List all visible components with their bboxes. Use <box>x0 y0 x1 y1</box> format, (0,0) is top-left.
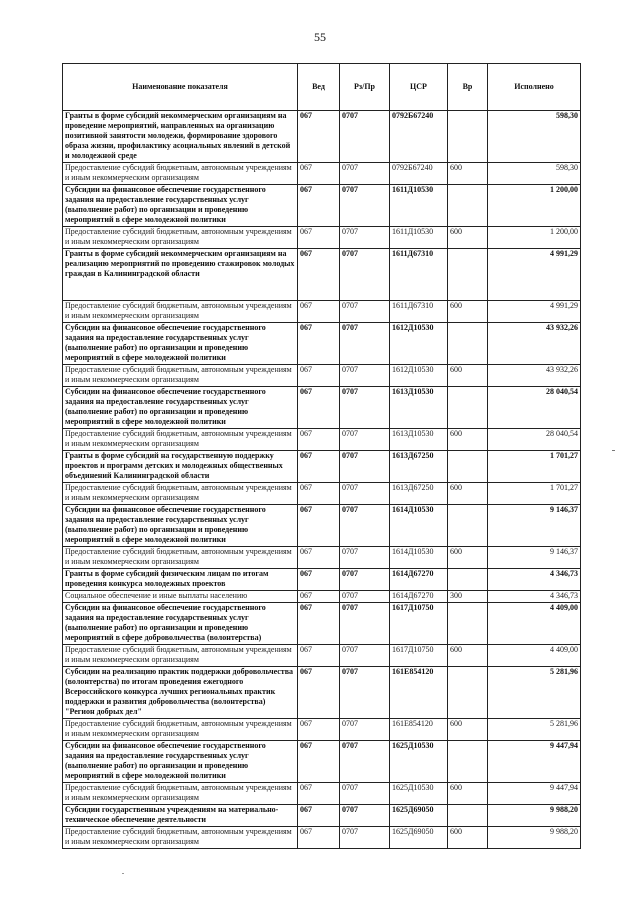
row-section: 0707 <box>340 249 390 301</box>
row-executed: 4 346,73 <box>488 569 581 591</box>
row-executed: 28 040,54 <box>488 429 581 451</box>
row-target-article: 1614Д10530 <box>390 547 448 569</box>
row-department: 067 <box>298 719 340 741</box>
table-row <box>63 741 581 783</box>
row-target-article: 1625Д10530 <box>390 741 448 783</box>
header-section: Рз/Пр <box>340 64 390 111</box>
row-indicator-name: Предоставление субсидий бюджетным, автономным учреждениям и иным некоммерческим организациям <box>63 645 298 667</box>
row-expense-type: 600 <box>448 719 488 741</box>
row-section: 0707 <box>340 185 390 227</box>
row-executed: 4 346,73 <box>488 591 581 603</box>
row-expense-type <box>448 741 488 783</box>
table-row <box>63 163 581 185</box>
row-section: 0707 <box>340 591 390 603</box>
row-target-article: 1611Д10530 <box>390 185 448 227</box>
row-target-article: 1614Д67270 <box>390 591 448 603</box>
row-department: 067 <box>298 591 340 603</box>
row-indicator-name: Субсидии государственным учреждениям на материально-техническое обеспечение деятельности <box>63 805 298 827</box>
row-executed: 43 932,26 <box>488 323 581 365</box>
row-department: 067 <box>298 227 340 249</box>
row-expense-type <box>448 387 488 429</box>
table-row <box>63 667 581 719</box>
row-department: 067 <box>298 301 340 323</box>
row-indicator-name: Предоставление субсидий бюджетным, автономным учреждениям и иным некоммерческим организациям <box>63 227 298 249</box>
row-expense-type <box>448 249 488 301</box>
row-expense-type: 600 <box>448 227 488 249</box>
row-indicator-name: Гранты в форме субсидий некоммерческим организациям на реализацию мероприятий по проведению стажировок молодых граждан в Калининградской области <box>63 249 298 301</box>
row-expense-type <box>448 323 488 365</box>
table-row <box>63 451 581 483</box>
row-executed: 28 040,54 <box>488 387 581 429</box>
row-expense-type: 600 <box>448 301 488 323</box>
row-executed: 9 447,94 <box>488 783 581 805</box>
row-department: 067 <box>298 645 340 667</box>
row-section: 0707 <box>340 451 390 483</box>
row-executed: 9 146,37 <box>488 547 581 569</box>
table-header-row <box>63 64 581 111</box>
row-department: 067 <box>298 827 340 849</box>
row-indicator-name: Гранты в форме субсидий на государственную поддержку проектов и программ детских и молодежных общественных объединений Калининградской области <box>63 451 298 483</box>
row-department: 067 <box>298 111 340 163</box>
row-indicator-name: Предоставление субсидий бюджетным, автономным учреждениям и иным некоммерческим организациям <box>63 719 298 741</box>
row-department: 067 <box>298 667 340 719</box>
row-executed: 598,30 <box>488 163 581 185</box>
row-target-article: 1614Д67270 <box>390 569 448 591</box>
row-section: 0707 <box>340 741 390 783</box>
row-section: 0707 <box>340 365 390 387</box>
row-expense-type <box>448 111 488 163</box>
row-executed: 9 146,37 <box>488 505 581 547</box>
row-executed: 4 409,00 <box>488 645 581 667</box>
row-section: 0707 <box>340 805 390 827</box>
row-indicator-name: Гранты в форме субсидий физическим лицам по итогам проведения конкурса молодежных проектов <box>63 569 298 591</box>
table-row <box>63 387 581 429</box>
row-department: 067 <box>298 483 340 505</box>
row-indicator-name: Предоставление субсидий бюджетным, автономным учреждениям и иным некоммерческим организациям <box>63 547 298 569</box>
header-executed: Исполнено <box>488 64 581 111</box>
row-indicator-name: Предоставление субсидий бюджетным, автономным учреждениям и иным некоммерческим организациям <box>63 483 298 505</box>
row-expense-type <box>448 805 488 827</box>
row-department: 067 <box>298 783 340 805</box>
row-section: 0707 <box>340 667 390 719</box>
row-target-article: 1611Д67310 <box>390 301 448 323</box>
row-expense-type: 600 <box>448 783 488 805</box>
row-section: 0707 <box>340 301 390 323</box>
row-target-article: 1613Д10530 <box>390 387 448 429</box>
row-indicator-name: Предоставление субсидий бюджетным, автономным учреждениям и иным некоммерческим организациям <box>63 783 298 805</box>
table-row <box>63 505 581 547</box>
row-indicator-name: Субсидии на реализацию практик поддержки добровольчества (волонтерства) по итогам проведения ежегодного Всероссийского конкурса лучших региональных практик поддержки и развития добровольчества (волонтерства) "Регион добрых дел" <box>63 667 298 719</box>
row-expense-type: 600 <box>448 827 488 849</box>
row-expense-type <box>448 569 488 591</box>
row-target-article: 1614Д10530 <box>390 505 448 547</box>
row-executed: 1 200,00 <box>488 185 581 227</box>
header-target-article: ЦСР <box>390 64 448 111</box>
row-department: 067 <box>298 569 340 591</box>
row-section: 0707 <box>340 227 390 249</box>
row-department: 067 <box>298 741 340 783</box>
row-target-article: 1611Д67310 <box>390 249 448 301</box>
row-target-article: 0792Б67240 <box>390 111 448 163</box>
table-row <box>63 323 581 365</box>
table-row <box>63 483 581 505</box>
table-row <box>63 645 581 667</box>
row-expense-type: 600 <box>448 547 488 569</box>
row-executed: 4 409,00 <box>488 603 581 645</box>
row-target-article: 0792Б67240 <box>390 163 448 185</box>
table-row <box>63 719 581 741</box>
row-section: 0707 <box>340 645 390 667</box>
row-expense-type <box>448 603 488 645</box>
row-target-article: 161E854120 <box>390 667 448 719</box>
row-department: 067 <box>298 365 340 387</box>
row-section: 0707 <box>340 827 390 849</box>
row-section: 0707 <box>340 603 390 645</box>
row-executed: 5 281,96 <box>488 667 581 719</box>
row-expense-type: 300 <box>448 591 488 603</box>
row-target-article: 1612Д10530 <box>390 365 448 387</box>
row-executed: 1 200,00 <box>488 227 581 249</box>
row-indicator-name: Субсидии на финансовое обеспечение государственного задания на предоставление государственных услуг (выполнение работ) по организации и проведению мероприятий в сфере молодежной политики <box>63 185 298 227</box>
row-department: 067 <box>298 185 340 227</box>
row-target-article: 1613Д67250 <box>390 451 448 483</box>
row-section: 0707 <box>340 163 390 185</box>
row-indicator-name: Субсидии на финансовое обеспечение государственного задания на предоставление государственных услуг (выполнение работ) по организации и проведению мероприятий в сфере молодежной политики <box>63 505 298 547</box>
row-executed: 4 991,29 <box>488 249 581 301</box>
row-target-article: 161E854120 <box>390 719 448 741</box>
table-row <box>63 569 581 591</box>
table-row <box>63 429 581 451</box>
row-executed: 43 932,26 <box>488 365 581 387</box>
row-section: 0707 <box>340 387 390 429</box>
row-department: 067 <box>298 805 340 827</box>
row-expense-type: 600 <box>448 645 488 667</box>
table-row <box>63 591 581 603</box>
row-target-article: 1625Д69050 <box>390 805 448 827</box>
scan-speck <box>122 873 124 874</box>
table-row <box>63 185 581 227</box>
row-executed: 9 988,20 <box>488 827 581 849</box>
budget-execution-table <box>62 63 581 849</box>
table-row <box>63 249 581 301</box>
table-row <box>63 783 581 805</box>
row-expense-type: 600 <box>448 163 488 185</box>
row-section: 0707 <box>340 783 390 805</box>
table-row <box>63 547 581 569</box>
row-indicator-name: Социальное обеспечение и иные выплаты населению <box>63 591 298 603</box>
row-department: 067 <box>298 323 340 365</box>
row-executed: 598,30 <box>488 111 581 163</box>
header-indicator-name: Наименование показателя <box>63 64 298 111</box>
table-row <box>63 805 581 827</box>
row-indicator-name: Субсидии на финансовое обеспечение государственного задания на предоставление государственных услуг (выполнение работ) по организации и проведению мероприятий в сфере молодежной политики <box>63 741 298 783</box>
page-number: 55 <box>314 30 326 44</box>
row-target-article: 1613Д67250 <box>390 483 448 505</box>
table-row <box>63 365 581 387</box>
header-expense-type: Вр <box>448 64 488 111</box>
table-row <box>63 227 581 249</box>
row-executed: 4 991,29 <box>488 301 581 323</box>
row-section: 0707 <box>340 111 390 163</box>
row-executed: 5 281,96 <box>488 719 581 741</box>
row-expense-type <box>448 505 488 547</box>
row-expense-type <box>448 185 488 227</box>
row-executed: 9 988,20 <box>488 805 581 827</box>
row-indicator-name: Предоставление субсидий бюджетным, автономным учреждениям и иным некоммерческим организациям <box>63 827 298 849</box>
table-row <box>63 111 581 163</box>
row-indicator-name: Субсидии на финансовое обеспечение государственного задания на предоставление государственных услуг (выполнение работ) по организации и проведению мероприятий в сфере молодежной политики <box>63 387 298 429</box>
row-department: 067 <box>298 603 340 645</box>
row-section: 0707 <box>340 547 390 569</box>
row-target-article: 1611Д10530 <box>390 227 448 249</box>
table-row <box>63 827 581 849</box>
row-target-article: 1625Д10530 <box>390 783 448 805</box>
row-expense-type <box>448 667 488 719</box>
table-row <box>63 301 581 323</box>
row-executed: 9 447,94 <box>488 741 581 783</box>
row-expense-type: 600 <box>448 429 488 451</box>
row-indicator-name: Предоставление субсидий бюджетным, автономным учреждениям и иным некоммерческим организациям <box>63 163 298 185</box>
row-executed: 1 701,27 <box>488 451 581 483</box>
row-section: 0707 <box>340 505 390 547</box>
row-section: 0707 <box>340 429 390 451</box>
row-section: 0707 <box>340 323 390 365</box>
row-target-article: 1625Д69050 <box>390 827 448 849</box>
row-department: 067 <box>298 429 340 451</box>
row-target-article: 1612Д10530 <box>390 323 448 365</box>
row-indicator-name: Субсидии на финансовое обеспечение государственного задания на предоставление государственных услуг (выполнение работ) по организации и проведению мероприятий в сфере добровольчества (волонтерства) <box>63 603 298 645</box>
scan-speck <box>612 450 615 451</box>
row-department: 067 <box>298 547 340 569</box>
row-department: 067 <box>298 451 340 483</box>
row-executed: 1 701,27 <box>488 483 581 505</box>
row-indicator-name: Предоставление субсидий бюджетным, автономным учреждениям и иным некоммерческим организациям <box>63 301 298 323</box>
row-expense-type <box>448 451 488 483</box>
row-target-article: 1613Д10530 <box>390 429 448 451</box>
row-indicator-name: Предоставление субсидий бюджетным, автономным учреждениям и иным некоммерческим организациям <box>63 429 298 451</box>
row-section: 0707 <box>340 483 390 505</box>
row-department: 067 <box>298 505 340 547</box>
row-section: 0707 <box>340 719 390 741</box>
row-expense-type: 600 <box>448 483 488 505</box>
table-row <box>63 603 581 645</box>
header-department: Вед <box>298 64 340 111</box>
row-department: 067 <box>298 163 340 185</box>
row-indicator-name: Гранты в форме субсидий некоммерческим организациям на проведение мероприятий, направленных на организацию позитивной занятости молодежи, формирование здорового образа жизни, профилактику асоциальных явлений в детской и молодежной среде <box>63 111 298 163</box>
row-department: 067 <box>298 387 340 429</box>
row-section: 0707 <box>340 569 390 591</box>
row-indicator-name: Предоставление субсидий бюджетным, автономным учреждениям и иным некоммерческим организациям <box>63 365 298 387</box>
row-indicator-name: Субсидии на финансовое обеспечение государственного задания на предоставление государственных услуг (выполнение работ) по организации и проведению мероприятий в сфере молодежной политики <box>63 323 298 365</box>
row-department: 067 <box>298 249 340 301</box>
row-expense-type: 600 <box>448 365 488 387</box>
row-target-article: 1617Д10750 <box>390 645 448 667</box>
row-target-article: 1617Д10750 <box>390 603 448 645</box>
